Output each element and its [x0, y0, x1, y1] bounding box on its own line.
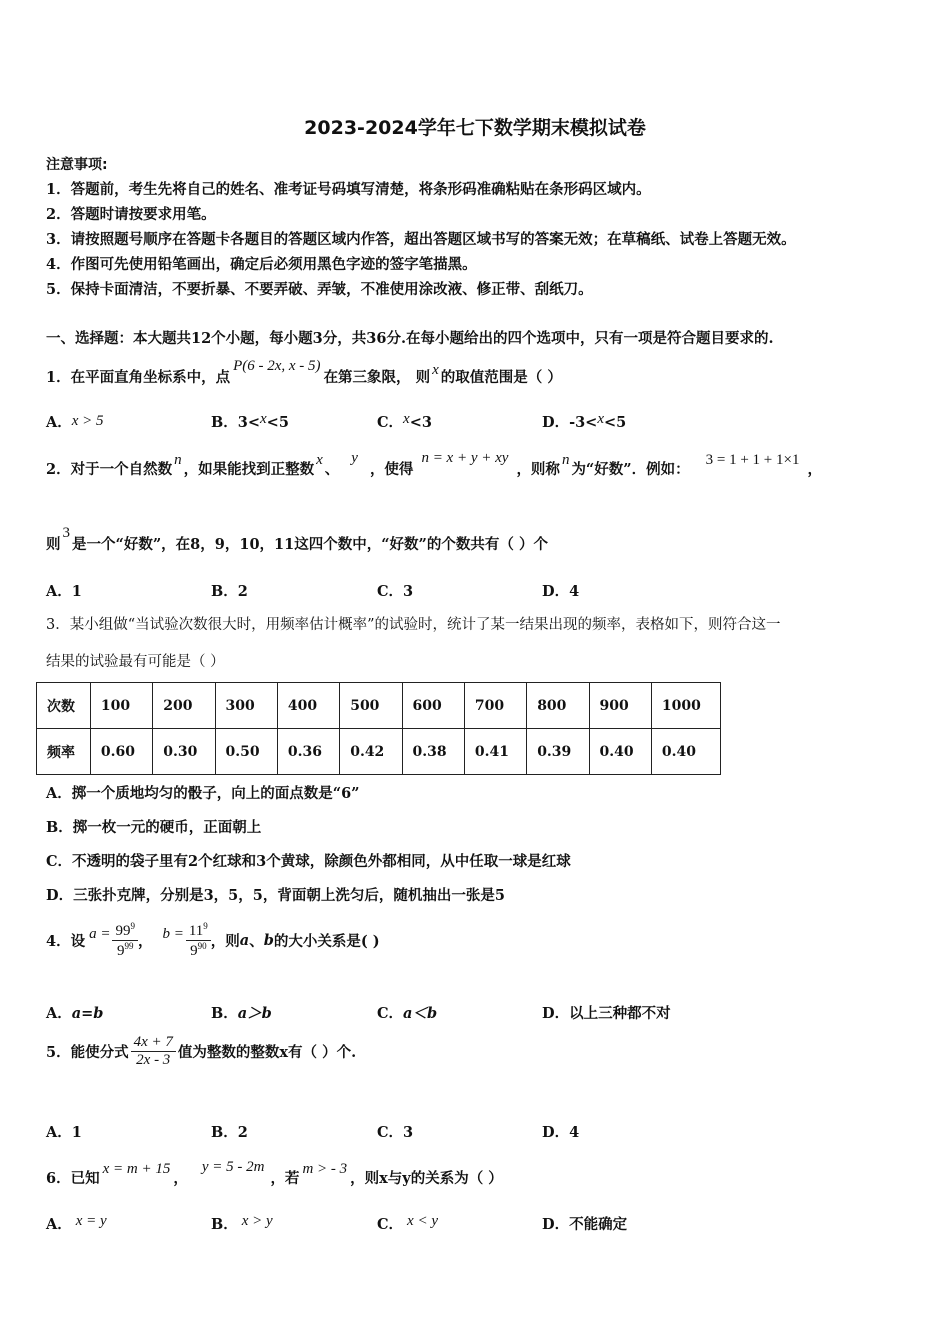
- q1-option-d: D．-3<x<5: [542, 411, 627, 431]
- q4-option-b: B．a＞b: [211, 1005, 272, 1022]
- q1-option-c: C．x<3: [377, 411, 432, 431]
- q2-equation: n = x + y + xy: [421, 450, 509, 466]
- fraction-a: $\frac{99^9}{9^{99}}$: [112, 921, 138, 960]
- q6-option-b: B． x > y: [211, 1213, 273, 1233]
- table-row: [37, 729, 721, 775]
- table-cell: 0.39: [527, 729, 589, 775]
- question-1: [46, 358, 562, 387]
- table-cell: 1000: [651, 683, 720, 729]
- q3-line2: 结果的试验最有可能是（ ）: [46, 654, 225, 670]
- q2-example: 3 = 1 + 1 + 1×1: [705, 452, 800, 468]
- q4-option-d: D．以上三种都不对: [542, 1005, 671, 1022]
- table-cell: 0.42: [340, 729, 402, 775]
- question-6: 6．已知x = m + 15，y = 5 - 2m，若m > - 3，则x与y的关系为（ ）: [46, 1159, 503, 1187]
- notice-item: 1．答题前，考生先将自己的姓名、准考证号码填写清楚，将条形码准确粘贴在条形码区域内。: [46, 181, 651, 198]
- q2-option-c: C．3: [377, 583, 414, 600]
- q3-option-a: A．掷一个质地均匀的骰子，向上的面点数是“6”: [46, 785, 360, 802]
- notice-item: 5．保持卡面清洁，不要折暴、不要弄破、弄皱，不准使用涂改液、修正带、刮纸刀。: [46, 281, 593, 298]
- q6-option-c: C． x < y: [377, 1213, 438, 1233]
- table-cell: 0.40: [589, 729, 651, 775]
- table-cell: 600: [402, 683, 464, 729]
- q3-option-c: C．不透明的袋子里有2个红球和3个黄球，除颜色外都相同，从中任取一球是红球: [46, 853, 571, 870]
- q3-option-d: D．三张扑克牌，分别是3，5，5，背面朝上洗匀后，随机抽出一张是5: [46, 887, 505, 904]
- notice-heading: 注意事项:: [46, 157, 108, 173]
- table-header-cell: 频率: [37, 729, 91, 775]
- q1-var: x: [432, 362, 439, 378]
- table-cell: 500: [340, 683, 402, 729]
- q2-line2: 则3是一个“好数”，在8，9，10，11这四个数中，“好数”的个数共有（ ）个: [46, 525, 548, 553]
- page-title: 2023-2024学年七下数学期末模拟试卷: [304, 117, 646, 139]
- q3-option-b: B．掷一枚一元的硬币，正面朝上: [46, 819, 262, 836]
- table-cell: 400: [277, 683, 339, 729]
- table-cell: 0.36: [277, 729, 339, 775]
- q5-option-c: C．3: [377, 1124, 414, 1141]
- q6-option-d: D．不能确定: [542, 1216, 628, 1233]
- table-cell: 700: [464, 683, 526, 729]
- q3-line1: 3．某小组做“当试验次数很大时，用频率估计概率”的试验时，统计了某一结果出现的频率，表格如下，则符合这一: [46, 617, 781, 633]
- table-cell: 0.30: [153, 729, 215, 775]
- frequency-table: [36, 682, 721, 775]
- table-cell: 0.38: [402, 729, 464, 775]
- notice-item: 4．作图可先使用铅笔画出，确定后必须用黑色字迹的签字笔描黑。: [46, 256, 477, 273]
- q4-option-a: A．a=b: [46, 1005, 104, 1022]
- q1-option-a: A．x > 5: [46, 413, 104, 431]
- question-2: 2．对于一个自然数n，如果能找到正整数x、y，使得n = x + y + xy，则称n为“好数”．例如：3 = 1 + 1 + 1×1，: [46, 450, 822, 478]
- q1-option-b: B．3<x<5: [211, 411, 289, 431]
- q1-point: P(6 - 2x, x - 5): [233, 358, 321, 374]
- table-cell: 200: [153, 683, 215, 729]
- question-4: 4．设 a = $\frac{99^9}{9^{99}}$ ， b = $\frac{11^9}{9^{90}}$ ，则 a 、 b 的大小关系是( ): [46, 921, 380, 959]
- question-5: 5．能使分式 $\frac{4x + 7}{2x - 3}$ 值为整数的整数x有（ ）个.: [46, 1034, 357, 1068]
- fraction-b: $\frac{11^9}{9^{90}}$: [186, 921, 211, 960]
- q2-option-b: B．2: [211, 583, 248, 600]
- q2-n: n: [174, 452, 182, 468]
- notice-item: 3．请按照题号顺序在答题卡各题目的答题区域内作答，超出答题区域书写的答案无效；在草稿纸、试卷上答题无效。: [46, 231, 796, 248]
- q5-option-b: B．2: [211, 1124, 248, 1141]
- q1-mid: 在第三象限， 则: [323, 369, 431, 386]
- table-header-cell: 次数: [37, 683, 91, 729]
- q2-option-d: D．4: [542, 583, 580, 600]
- table-cell: 900: [589, 683, 651, 729]
- q6-option-a: A． x = y: [46, 1213, 107, 1233]
- q5-fraction: $\frac{4x + 7}{2x - 3}$: [131, 1034, 176, 1069]
- q5-option-d: D．4: [542, 1124, 580, 1141]
- table-cell: 0.41: [464, 729, 526, 775]
- table-cell: 0.40: [651, 729, 720, 775]
- table-cell: 300: [215, 683, 277, 729]
- q1-prefix: 1．在平面直角坐标系中，点: [46, 369, 231, 386]
- notice-item: 2．答题时请按要求用笔。: [46, 206, 216, 223]
- section-heading: 一、选择题：本大题共12个小题，每小题3分，共36分.在每小题给出的四个选项中，只有一项是符合题目要求的.: [46, 330, 774, 347]
- q1-suffix: 的取值范围是（ ）: [440, 369, 562, 386]
- q4-option-c: C．a＜b: [377, 1005, 438, 1022]
- q5-option-a: A．1: [46, 1124, 82, 1141]
- table-cell: 0.60: [90, 729, 152, 775]
- table-row: [37, 683, 721, 729]
- table-cell: 800: [527, 683, 589, 729]
- table-cell: 0.50: [215, 729, 277, 775]
- q2-option-a: A．1: [46, 583, 82, 600]
- table-cell: 100: [90, 683, 152, 729]
